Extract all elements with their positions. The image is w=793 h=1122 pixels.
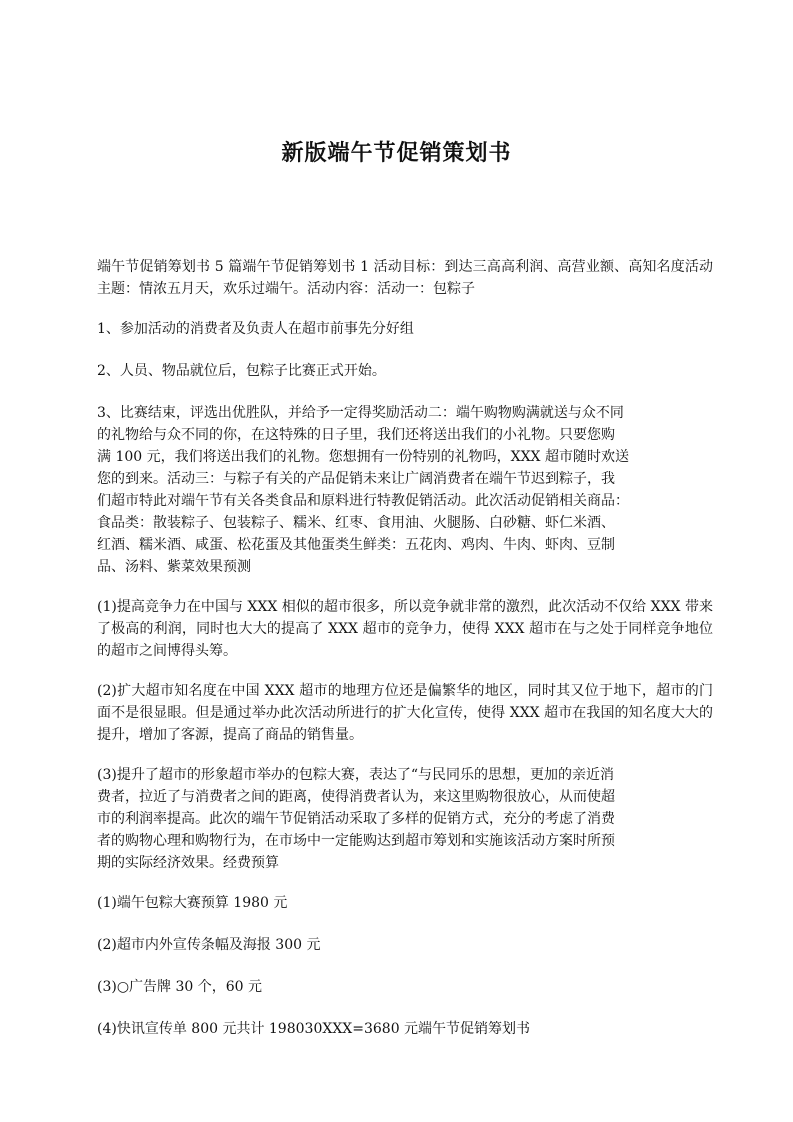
step-3-line: 3、比赛结束，评选出优胜队，并给予一定得奖励活动二：端午购物购满就送与众不同: [97, 405, 624, 421]
budget-item-3: (3)○广告牌 30 个，60 元: [97, 979, 263, 995]
budget-item-1: (1)端午包粽大赛预算 1980 元: [97, 895, 288, 911]
effect-3-paragraph: [97, 764, 713, 874]
step-3-line: 的礼物给与众不同的你，在这特殊的日子里，我们还将送出我们的小礼物。只要您购: [97, 427, 615, 443]
step-1-paragraph: 1、参加活动的消费者及负责人在超市前事先分好组: [97, 321, 414, 337]
document-body: [97, 256, 713, 1060]
effect-2-paragraph: (2)扩大超市知名度在中国 XXX 超市的地理方位还是偏繁华的地区，同时其又位于地下，超市的门面不是很显眼。但是通过举办此次活动所进行的扩大化宣传，使得 XXX 超市在我国的知名度大大的提升，增加了客源，提高了商品的销售量。: [97, 683, 713, 743]
step-3-line: 红酒、糯米酒、咸蛋、松花蛋及其他蛋类生鲜类：五花肉、鸡肉、牛肉、虾肉、豆制: [97, 537, 615, 553]
intro-paragraph: 端午节促销筹划书 5 篇端午节促销筹划书 1 活动目标：到达三高高利润、高营业额、高知名度活动主题：情浓五月天，欢乐过端午。活动内容：活动一：包粽子: [97, 259, 713, 297]
effect-3-line: 费者，拉近了与消费者之间的距离，使得消费者认为，来这里购物很放心，从而使超: [97, 789, 615, 805]
document-title: 新版端午节促销策划书: [281, 141, 512, 166]
effect-3-line: 者的购物心理和购物行为，在市场中一定能购达到超市筹划和实施该活动方案时所预: [97, 833, 615, 849]
step-3-paragraph: [97, 402, 713, 578]
step-2-paragraph: 2、人员、物品就位后，包粽子比赛正式开始。: [97, 363, 386, 379]
effect-1-paragraph: (1)提高竞争力在中国与 XXX 相似的超市很多，所以竞争就非常的激烈，此次活动不仅给 XXX 带来了极高的利润，同时也大大的提高了 XXX 超市的竞争力，使得 XXX 超市在与之处于同样竞争地位的超市之间博得头筹。: [97, 599, 713, 659]
budget-item-2: (2)超市内外宣传条幅及海报 300 元: [97, 937, 321, 953]
step-3-line: 您的到来。活动三：与粽子有关的产品促销未来让广阔消费者在端午节迟到粽子，我: [97, 471, 615, 487]
step-3-line: 们超市特此对端午节有关各类食品和原料进行特教促销活动。此次活动促销相关商品：: [97, 493, 629, 509]
step-3-line: 食品类：散装粽子、包装粽子、糯米、红枣、食用油、火腿肠、白砂糖、虾仁米酒、: [97, 515, 615, 531]
effect-3-line: 市的利润率提高。此次的端午节促销活动采取了多样的促销方式，充分的考虑了消费: [97, 811, 615, 827]
step-3-line: 品、汤料、紫菜效果预测: [97, 559, 251, 575]
budget-item-4: (4)快讯宣传单 800 元共计 198030XXX=3680 元端午节促销筹划书: [97, 1021, 531, 1037]
step-3-line: 满 100 元，我们将送出我们的礼物。您想拥有一份特别的礼物吗，XXX 超市随时欢送: [97, 449, 629, 465]
effect-3-line: 期的实际经济效果。经费预算: [97, 855, 279, 871]
effect-3-line: (3)提升了超市的形象超市举办的包粽大赛，表达了“与民同乐的思想，更加的亲近消: [97, 767, 614, 783]
